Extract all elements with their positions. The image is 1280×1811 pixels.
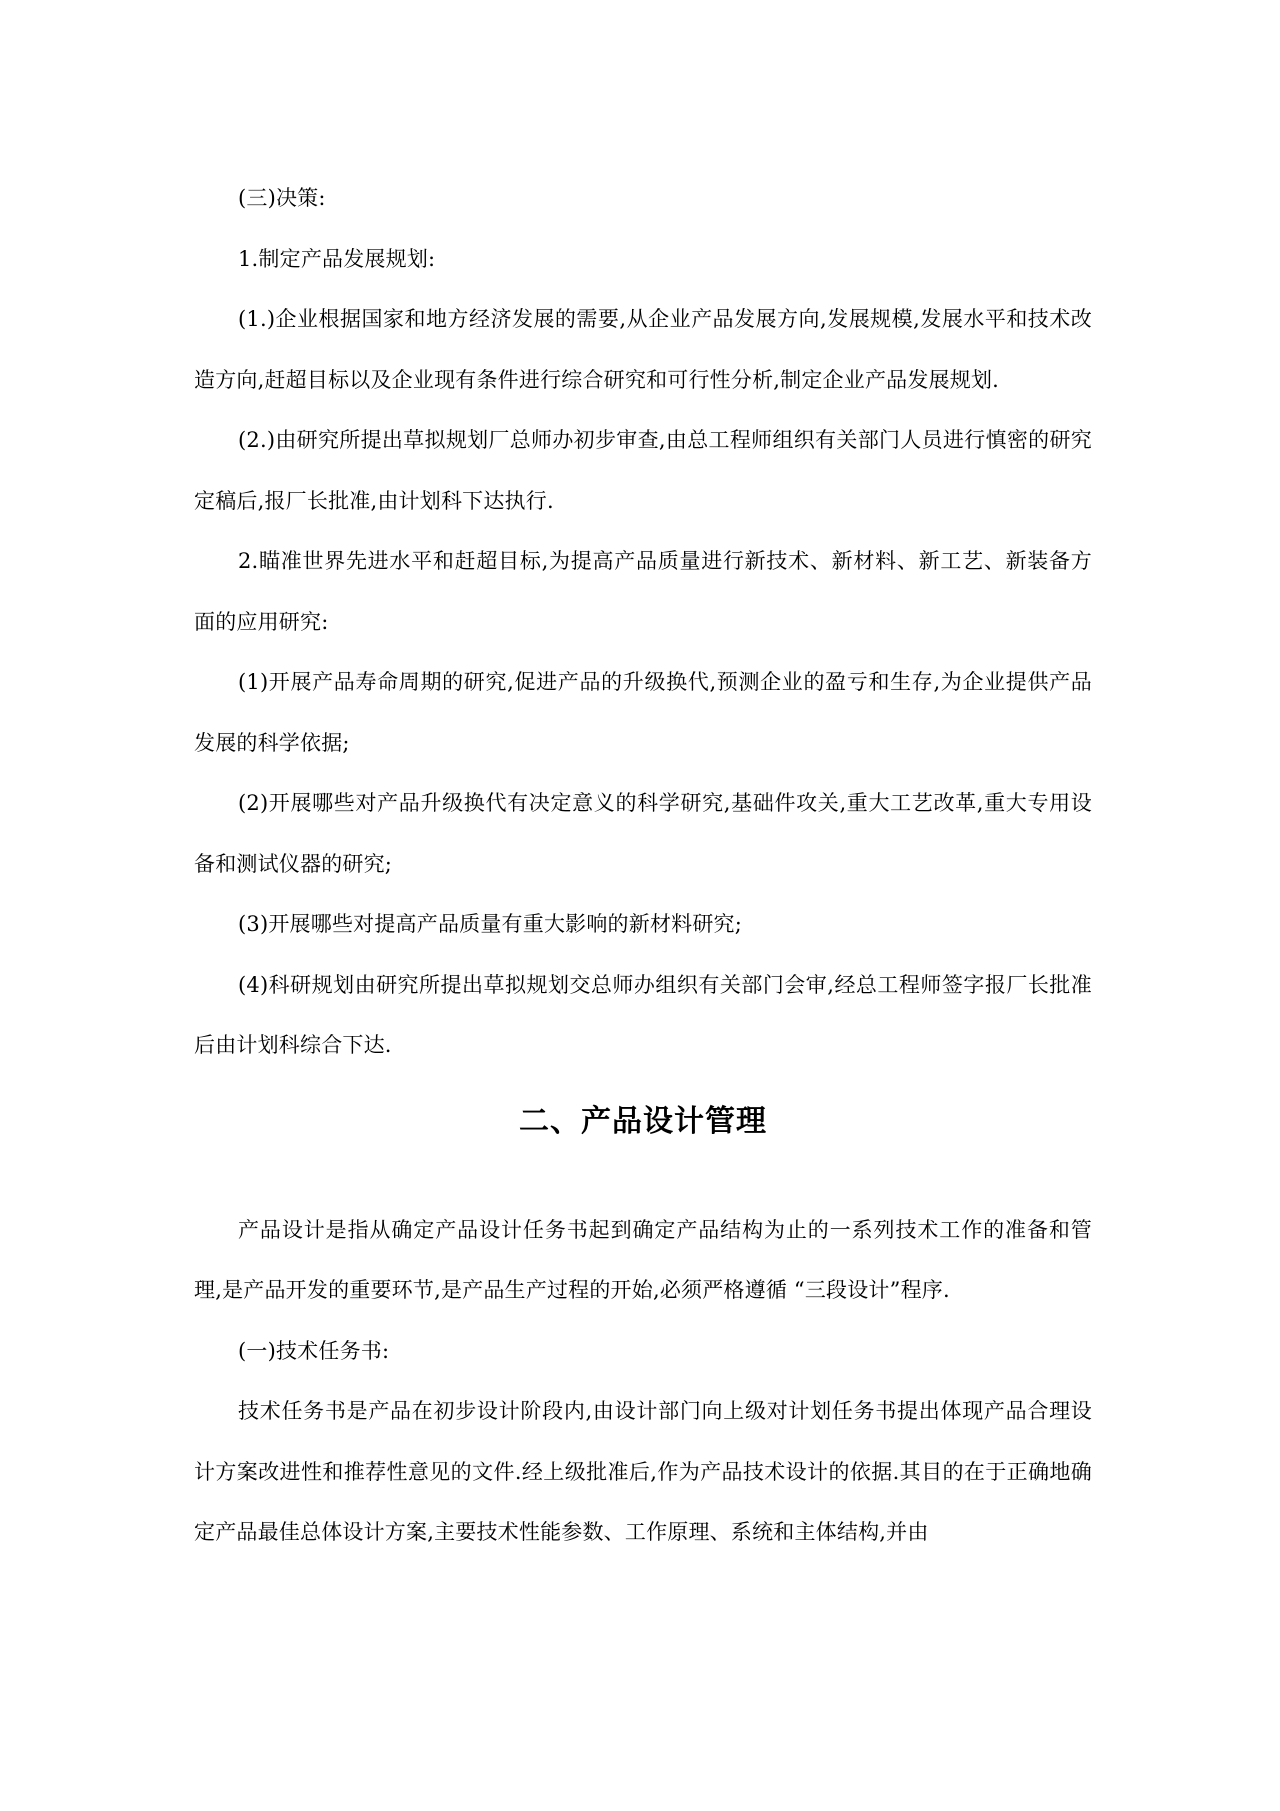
paragraph-research-heading: 2.瞄准世界先进水平和赶超目标,为提高产品质量进行新技术、新材料、新工艺、新装备方面的应用研究: — [194, 549, 1092, 634]
document-page — [194, 168, 1092, 1563]
paragraph-plan-item-1: (1.)企业根据国家和地方经济发展的需要,从企业产品发展方向,发展规模,发展水平和技术改造方向,赶超目标以及企业现有条件进行综合研究和可行性分析,制定企业产品发展规划. — [194, 307, 1092, 392]
paragraph-research-item-4: (4)科研规划由研究所提出草拟规划交总师办组织有关部门会审,经总工程师签字报厂长批准后由计划科综合下达. — [194, 972, 1092, 1057]
paragraph-product-plan-heading: 1.制定产品发展规划: — [238, 246, 436, 271]
paragraph-decision-heading: (三)决策: — [238, 186, 326, 210]
paragraph-design-intro: 产品设计是指从确定产品设计任务书起到确定产品结构为止的一系列技术工作的准备和管理,是产品开发的重要环节,是产品生产过程的开始,必须严格遵循 “三段设计”程序. — [194, 1217, 1092, 1302]
paragraph-plan-item-2: (2.)由研究所提出草拟规划厂总师办初步审查,由总工程师组织有关部门人员进行慎密的研究定稿后,报厂长批准,由计划科下达执行. — [194, 428, 1092, 513]
section-heading: 二、产品设计管理 — [519, 1103, 767, 1139]
paragraph-research-item-1: (1)开展产品寿命周期的研究,促进产品的升级换代,预测企业的盈亏和生存,为企业提供产品发展的科学依据; — [194, 670, 1092, 755]
paragraph-research-item-2: (2)开展哪些对产品升级换代有决定意义的科学研究,基础件攻关,重大工艺改革,重大专用设备和测试仪器的研究; — [194, 791, 1092, 876]
paragraph-task-book-heading: (一)技术任务书: — [238, 1338, 390, 1363]
paragraph-research-item-3: (3)开展哪些对提高产品质量有重大影响的新材料研究; — [238, 912, 743, 936]
paragraph-task-book-body: 技术任务书是产品在初步设计阶段内,由设计部门向上级对计划任务书提出体现产品合理设计方案改进性和推荐性意见的文件.经上级批准后,作为产品技术设计的依据.其目的在于正确地确定产品最佳总体设计方案,主要技术性能参数、工作原理、系统和主体结构,并由 — [194, 1399, 1092, 1544]
